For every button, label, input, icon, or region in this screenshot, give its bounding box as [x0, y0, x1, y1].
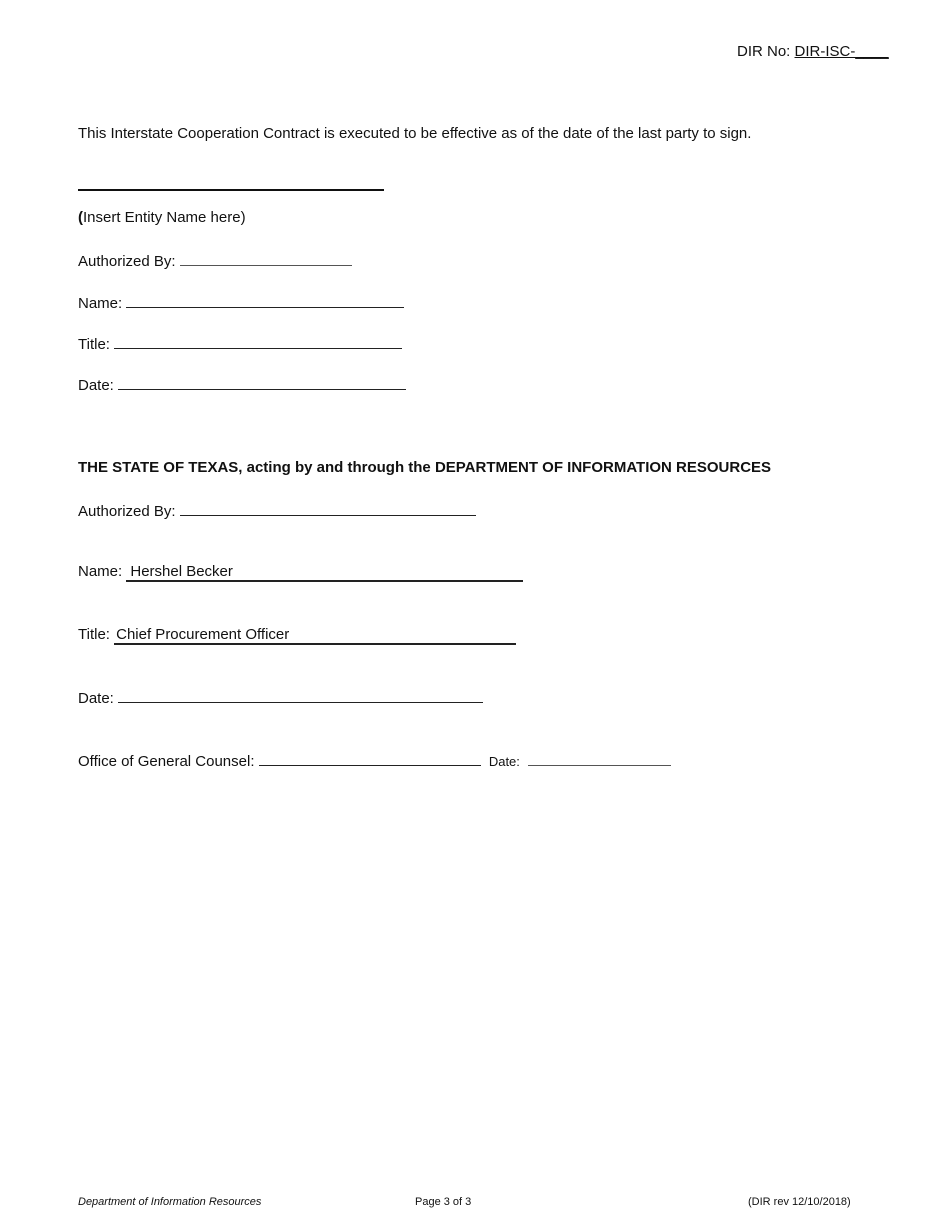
- entity-date-field[interactable]: [118, 375, 406, 390]
- ogc-date-label: Date:: [488, 754, 520, 769]
- state-date-label: Date:: [78, 690, 114, 707]
- ogc-signature-field[interactable]: [259, 751, 481, 766]
- dir-number: [737, 43, 889, 60]
- footer-page-number: Page 3 of 3: [415, 1196, 472, 1208]
- entity-authorized-by-field[interactable]: [180, 251, 352, 266]
- state-title-field[interactable]: Chief Procurement Officer: [114, 626, 516, 645]
- entity-name-signature-line[interactable]: [78, 189, 384, 191]
- state-name-row: [78, 563, 523, 582]
- state-date-field[interactable]: [118, 688, 483, 703]
- open-paren: (: [78, 209, 83, 226]
- state-authorized-by-field[interactable]: [180, 501, 476, 516]
- footer-department: Department of Information Resources: [78, 1196, 262, 1208]
- ogc-date-field[interactable]: [528, 751, 671, 766]
- entity-name-placeholder: [78, 209, 246, 226]
- footer-revision: (DIR rev 12/10/2018): [748, 1196, 851, 1208]
- ogc-row: [78, 751, 671, 770]
- state-authorized-by-row: [78, 501, 476, 520]
- state-name-label: Name:: [78, 563, 123, 580]
- entity-authorized-by-label: Authorized By:: [78, 253, 176, 270]
- state-heading: THE STATE OF TEXAS, acting by and through the DEPARTMENT OF INFORMATION RESOURCES: [78, 459, 772, 476]
- dir-number-label: DIR No:: [737, 43, 791, 60]
- dir-number-value: DIR-ISC-____: [794, 43, 889, 60]
- state-title-label: Title:: [78, 626, 110, 643]
- entity-date-row: [78, 375, 406, 394]
- entity-title-row: [78, 334, 402, 353]
- state-authorized-by-label: Authorized By:: [78, 503, 176, 520]
- entity-title-label: Title:: [78, 336, 110, 353]
- entity-authorized-by-row: [78, 251, 352, 270]
- entity-placeholder-text: Insert Entity Name here): [83, 209, 246, 226]
- entity-name-field[interactable]: [126, 293, 404, 308]
- entity-name-row: [78, 293, 404, 312]
- entity-title-field[interactable]: [114, 334, 402, 349]
- state-date-row: [78, 688, 483, 707]
- ogc-label: Office of General Counsel:: [78, 753, 255, 770]
- state-title-row: [78, 626, 516, 645]
- entity-name-label: Name:: [78, 295, 123, 312]
- intro-paragraph: This Interstate Cooperation Contract is executed to be effective as of the date of the last party to sign.: [78, 125, 752, 142]
- state-name-field[interactable]: Hershel Becker: [126, 563, 523, 582]
- entity-date-label: Date:: [78, 377, 114, 394]
